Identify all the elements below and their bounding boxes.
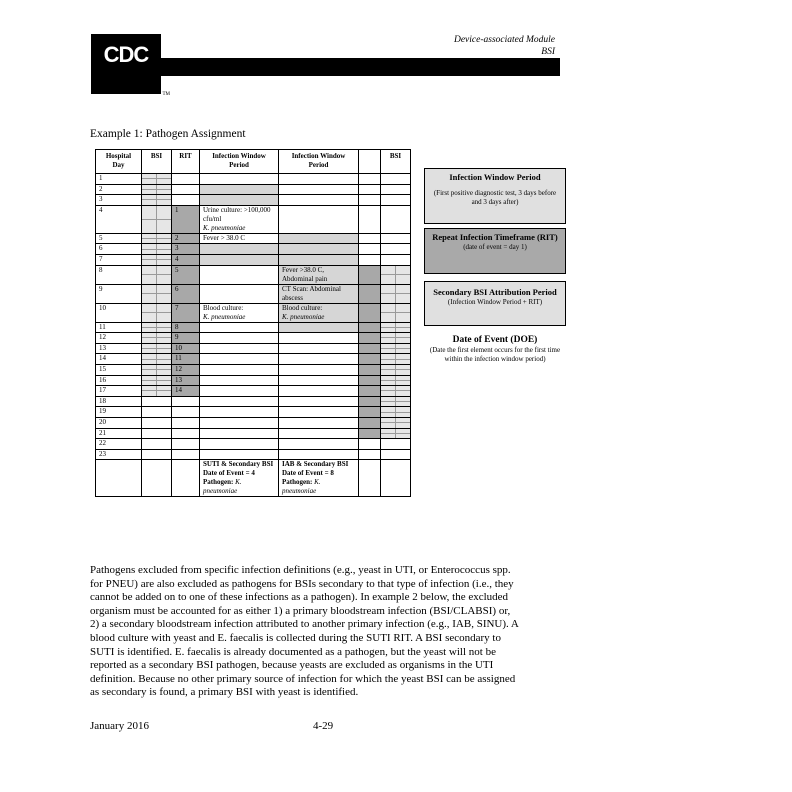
cell-bsi bbox=[142, 303, 172, 322]
cell-hospital-day-text: 10 bbox=[99, 303, 106, 312]
cell-rit bbox=[172, 205, 200, 233]
header-blank bbox=[359, 150, 381, 174]
cell-rit-text: 11 bbox=[175, 354, 182, 363]
cell-blank bbox=[359, 244, 381, 255]
cell-iwp-1 bbox=[200, 428, 279, 439]
cell-bsi-2 bbox=[381, 174, 411, 185]
cell-iwp-1 bbox=[200, 174, 279, 185]
cell-iwp-1 bbox=[200, 439, 279, 450]
cell-iwp-2-text: Blood culture: bbox=[282, 303, 323, 312]
cell-bsi-2 bbox=[381, 333, 411, 344]
table-row bbox=[96, 396, 411, 407]
legend-repeat-infection-timeframe bbox=[424, 228, 566, 274]
cell-iwp-1 bbox=[200, 284, 279, 303]
cell-blank bbox=[359, 303, 381, 322]
cell-bsi-2 bbox=[381, 386, 411, 397]
cell-hospital-day-text: 23 bbox=[99, 449, 106, 458]
legend-sbap-desc: (Infection Window Period + RIT) bbox=[447, 298, 543, 306]
table-row bbox=[96, 244, 411, 255]
cell-rit-text: 10 bbox=[175, 343, 182, 352]
cell-bsi bbox=[142, 254, 172, 265]
cell-bsi-2 bbox=[381, 205, 411, 233]
cell-hospital-day-text: 19 bbox=[99, 407, 106, 416]
cell-hospital-day-text: 1 bbox=[99, 174, 103, 182]
header-bar bbox=[161, 58, 560, 76]
cell-bsi-2 bbox=[381, 449, 411, 460]
cell-hospital-day bbox=[96, 233, 142, 244]
cell-rit bbox=[172, 174, 200, 185]
cell-bsi bbox=[142, 343, 172, 354]
cell-blank bbox=[359, 322, 381, 333]
cell-bsi bbox=[142, 184, 172, 195]
cell-bsi bbox=[142, 407, 172, 418]
cell-hospital-day bbox=[96, 386, 142, 397]
cell-rit bbox=[172, 322, 200, 333]
cell-bsi-2 bbox=[381, 233, 411, 244]
cell-bsi bbox=[142, 375, 172, 386]
table-row bbox=[96, 343, 411, 354]
cell-iwp-2 bbox=[279, 284, 359, 303]
header-bsi: BSI bbox=[142, 150, 172, 174]
cell-blank bbox=[359, 205, 381, 233]
summary-suti-organism: K. pneumoniae bbox=[203, 478, 242, 496]
cell-iwp-1-text: Fever > 38.0 C bbox=[203, 233, 246, 242]
cell-hospital-day bbox=[96, 354, 142, 365]
cell-hospital-day-text: 8 bbox=[99, 265, 103, 274]
cell-rit bbox=[172, 333, 200, 344]
cell-bsi bbox=[142, 449, 172, 460]
legend-doe-desc: (Date the first element occurs for the first time within the infection window period) bbox=[429, 346, 561, 363]
cell-bsi-2 bbox=[381, 354, 411, 365]
cell-blank bbox=[359, 375, 381, 386]
cell-rit bbox=[172, 343, 200, 354]
table-row bbox=[96, 354, 411, 365]
table-row bbox=[96, 407, 411, 418]
cell-iwp-2 bbox=[279, 303, 359, 322]
cell-blank bbox=[359, 174, 381, 185]
table-row bbox=[96, 386, 411, 397]
cell-bsi bbox=[142, 244, 172, 255]
cell-iwp-1-text: Urine culture: >100,000 cfu/ml bbox=[203, 205, 271, 223]
cell-hospital-day-text: 22 bbox=[99, 439, 106, 448]
cell-bsi-2 bbox=[381, 303, 411, 322]
cell-hospital-day bbox=[96, 284, 142, 303]
cell-iwp-2-text: Fever >38.0 C, Abdominal pain bbox=[282, 265, 328, 283]
summary-iab-organism: K. pneumoniae bbox=[282, 478, 321, 496]
cell-iwp-2 bbox=[279, 407, 359, 418]
table-row bbox=[96, 205, 411, 233]
header-rit: RIT bbox=[172, 150, 200, 174]
cell-hospital-day bbox=[96, 265, 142, 284]
cell-rit-text: 1 bbox=[175, 205, 179, 214]
pathogen-table bbox=[95, 149, 411, 497]
table-row bbox=[96, 322, 411, 333]
cell-blank bbox=[359, 195, 381, 206]
cell-bsi-2 bbox=[381, 284, 411, 303]
cell-rit bbox=[172, 449, 200, 460]
cell-rit bbox=[172, 303, 200, 322]
cell-rit bbox=[172, 265, 200, 284]
cell-hospital-day bbox=[96, 195, 142, 206]
cell-iwp-2 bbox=[279, 244, 359, 255]
cell-blank bbox=[359, 343, 381, 354]
cell-hospital-day bbox=[96, 396, 142, 407]
cell-rit bbox=[172, 364, 200, 375]
cell-iwp-2 bbox=[279, 233, 359, 244]
legend-sbap-title: Secondary BSI Attribution Period bbox=[433, 287, 557, 297]
cell-bsi-2 bbox=[381, 428, 411, 439]
table-row bbox=[96, 184, 411, 195]
table-row bbox=[96, 303, 411, 322]
header-iwp-2: Infection Window Period bbox=[279, 150, 359, 174]
cell-iwp-2 bbox=[279, 386, 359, 397]
cell-hospital-day-text: 2 bbox=[99, 184, 103, 193]
cell-bsi-2 bbox=[381, 417, 411, 428]
cell-hospital-day bbox=[96, 449, 142, 460]
cell-hospital-day bbox=[96, 428, 142, 439]
cell-rit-text: 8 bbox=[175, 322, 179, 331]
cell-blank bbox=[359, 333, 381, 344]
cell-iwp-1-organism: K. pneumoniae bbox=[203, 223, 246, 232]
cell-rit bbox=[172, 375, 200, 386]
cell-iwp-2 bbox=[279, 417, 359, 428]
cell-rit bbox=[172, 284, 200, 303]
cell-iwp-1 bbox=[200, 233, 279, 244]
table-row bbox=[96, 233, 411, 244]
cell-hospital-day bbox=[96, 174, 142, 185]
cell-iwp-2 bbox=[279, 205, 359, 233]
cell-blank bbox=[359, 284, 381, 303]
cell-blank bbox=[359, 428, 381, 439]
cell-rit bbox=[172, 244, 200, 255]
legend-infection-window-period bbox=[424, 168, 566, 224]
cell-iwp-1 bbox=[200, 354, 279, 365]
table-row bbox=[96, 333, 411, 344]
cell-blank bbox=[359, 407, 381, 418]
summary-suti-text: SUTI & Secondary BSI Date of Event = 4 Pathogen: bbox=[203, 460, 274, 487]
cell-hospital-day bbox=[96, 254, 142, 265]
cell-hospital-day-text: 21 bbox=[99, 428, 106, 437]
cell-hospital-day-text: 20 bbox=[99, 417, 106, 426]
cell-blank bbox=[359, 254, 381, 265]
cell-bsi bbox=[142, 417, 172, 428]
cell-rit bbox=[172, 396, 200, 407]
example-title: Example 1: Pathogen Assignment bbox=[90, 128, 246, 140]
table-row bbox=[96, 284, 411, 303]
table-row bbox=[96, 417, 411, 428]
cell-bsi bbox=[142, 265, 172, 284]
cell-iwp-1 bbox=[200, 195, 279, 206]
cell-bsi-2 bbox=[381, 364, 411, 375]
cell-rit bbox=[172, 417, 200, 428]
cell-bsi-2 bbox=[381, 407, 411, 418]
cdc-logo bbox=[91, 34, 170, 97]
cell-hospital-day bbox=[96, 407, 142, 418]
cell-iwp-1 bbox=[200, 396, 279, 407]
cell-hospital-day-text: 11 bbox=[99, 322, 106, 331]
summary-iab bbox=[279, 460, 359, 497]
cell-hospital-day-text: 12 bbox=[99, 333, 106, 342]
cell-iwp-1 bbox=[200, 449, 279, 460]
cell-iwp-1 bbox=[200, 333, 279, 344]
cell-iwp-1 bbox=[200, 244, 279, 255]
table-row bbox=[96, 265, 411, 284]
cell-bsi-2 bbox=[381, 265, 411, 284]
cell-rit-text: 6 bbox=[175, 284, 179, 293]
cell-bsi-2 bbox=[381, 375, 411, 386]
cell-bsi bbox=[142, 174, 172, 185]
cell-bsi-2 bbox=[381, 322, 411, 333]
cell-hospital-day-text: 6 bbox=[99, 244, 103, 253]
summary-suti bbox=[200, 460, 279, 497]
logo-trademark: TM bbox=[162, 92, 170, 97]
cell-iwp-2 bbox=[279, 254, 359, 265]
legend-iwp-desc: (First positive diagnostic test, 3 days before and 3 days after) bbox=[433, 189, 557, 206]
cell-iwp-2 bbox=[279, 174, 359, 185]
cell-iwp-1 bbox=[200, 364, 279, 375]
cell-bsi-2 bbox=[381, 343, 411, 354]
cell-empty bbox=[381, 460, 411, 497]
cell-rit bbox=[172, 428, 200, 439]
cell-bsi bbox=[142, 205, 172, 233]
cell-empty bbox=[142, 460, 172, 497]
table-row bbox=[96, 174, 411, 185]
cell-rit-text: 13 bbox=[175, 375, 182, 384]
cell-iwp-2 bbox=[279, 449, 359, 460]
cell-iwp-2-organism: K. pneumoniae bbox=[282, 312, 325, 321]
cell-rit-text: 2 bbox=[175, 233, 179, 242]
cell-blank bbox=[359, 233, 381, 244]
cell-empty bbox=[172, 460, 200, 497]
cell-rit-text: 3 bbox=[175, 244, 179, 253]
cell-iwp-1 bbox=[200, 407, 279, 418]
cell-iwp-1 bbox=[200, 343, 279, 354]
cell-iwp-1 bbox=[200, 303, 279, 322]
cell-bsi bbox=[142, 284, 172, 303]
cell-blank bbox=[359, 354, 381, 365]
cell-bsi bbox=[142, 333, 172, 344]
cell-bsi bbox=[142, 195, 172, 206]
cell-iwp-1 bbox=[200, 375, 279, 386]
table-row bbox=[96, 364, 411, 375]
header-iwp-1: Infection Window Period bbox=[200, 150, 279, 174]
cell-hospital-day-text: 15 bbox=[99, 364, 106, 373]
table-row bbox=[96, 375, 411, 386]
cell-bsi bbox=[142, 354, 172, 365]
cell-iwp-2 bbox=[279, 354, 359, 365]
cell-iwp-1 bbox=[200, 205, 279, 233]
cell-bsi bbox=[142, 428, 172, 439]
cell-rit-text: 14 bbox=[175, 386, 182, 395]
cell-rit bbox=[172, 407, 200, 418]
cell-bsi-2 bbox=[381, 244, 411, 255]
cell-blank bbox=[359, 364, 381, 375]
cell-iwp-2-text: CT Scan: Abdominal abscess bbox=[282, 284, 341, 302]
cell-iwp-1 bbox=[200, 265, 279, 284]
cell-hospital-day-text: 9 bbox=[99, 284, 103, 293]
legend-rit-desc: (date of event = day 1) bbox=[463, 243, 527, 251]
cell-bsi bbox=[142, 233, 172, 244]
cell-hospital-day-text: 3 bbox=[99, 195, 103, 204]
cell-hospital-day-text: 18 bbox=[99, 396, 106, 405]
cell-iwp-2 bbox=[279, 375, 359, 386]
module-line-1: Device-associated Module bbox=[453, 35, 555, 45]
cell-rit-text: 12 bbox=[175, 364, 182, 373]
cell-hospital-day bbox=[96, 205, 142, 233]
cell-iwp-1 bbox=[200, 184, 279, 195]
cell-rit-text: 4 bbox=[175, 254, 179, 263]
cell-hospital-day-text: 13 bbox=[99, 343, 106, 352]
cell-blank bbox=[359, 184, 381, 195]
cell-bsi-2 bbox=[381, 254, 411, 265]
cell-iwp-2 bbox=[279, 333, 359, 344]
cell-bsi bbox=[142, 322, 172, 333]
cell-bsi bbox=[142, 386, 172, 397]
cell-rit bbox=[172, 254, 200, 265]
cell-rit bbox=[172, 386, 200, 397]
cell-hospital-day bbox=[96, 343, 142, 354]
cell-iwp-2 bbox=[279, 364, 359, 375]
header-bsi-2: BSI bbox=[381, 150, 411, 174]
cell-rit bbox=[172, 354, 200, 365]
cell-hospital-day-text: 17 bbox=[99, 386, 106, 395]
module-line-2: BSI bbox=[541, 47, 555, 57]
table-summary-row bbox=[96, 460, 411, 497]
cell-hospital-day bbox=[96, 244, 142, 255]
cell-hospital-day bbox=[96, 333, 142, 344]
cell-bsi bbox=[142, 396, 172, 407]
cell-hospital-day-text: 5 bbox=[99, 233, 103, 242]
cell-rit-text: 9 bbox=[175, 333, 179, 342]
cell-iwp-1 bbox=[200, 322, 279, 333]
cell-iwp-2 bbox=[279, 396, 359, 407]
cell-hospital-day-text: 16 bbox=[99, 375, 106, 384]
cell-blank bbox=[359, 396, 381, 407]
cell-iwp-1 bbox=[200, 417, 279, 428]
cell-blank bbox=[359, 417, 381, 428]
cell-hospital-day bbox=[96, 303, 142, 322]
cell-rit-text: 5 bbox=[175, 265, 179, 274]
cell-iwp-1-text: Blood culture: bbox=[203, 303, 244, 312]
cell-hospital-day bbox=[96, 184, 142, 195]
cell-iwp-2 bbox=[279, 265, 359, 284]
cell-blank bbox=[359, 386, 381, 397]
summary-iab-text: IAB & Secondary BSI Date of Event = 8 Pathogen: bbox=[282, 460, 349, 487]
table-row bbox=[96, 439, 411, 450]
cell-hospital-day bbox=[96, 439, 142, 450]
cell-iwp-2 bbox=[279, 428, 359, 439]
cell-blank bbox=[359, 439, 381, 450]
cell-bsi-2 bbox=[381, 184, 411, 195]
table-row bbox=[96, 254, 411, 265]
cell-iwp-2 bbox=[279, 184, 359, 195]
cell-rit-text: 7 bbox=[175, 303, 179, 312]
cell-iwp-1 bbox=[200, 386, 279, 397]
legend-doe-title: Date of Event (DOE) bbox=[452, 335, 538, 345]
table-header-row bbox=[96, 150, 411, 174]
legend-secondary-bsi-attribution bbox=[424, 281, 566, 326]
cell-iwp-1 bbox=[200, 254, 279, 265]
cell-hospital-day-text: 14 bbox=[99, 354, 106, 363]
table-row bbox=[96, 428, 411, 439]
cell-empty bbox=[96, 460, 142, 497]
cell-iwp-1-organism: K. pneumoniae bbox=[203, 312, 246, 321]
footer-page-number: 4-29 bbox=[313, 720, 334, 732]
cell-blank bbox=[359, 449, 381, 460]
body-paragraph: Pathogens excluded from specific infection definitions (e.g., yeast in UTI, or Enterococcus spp. for PNEU) are also excluded as pathogens for BSIs secondary to that type of infection (i.e., they cannot be added on to one of these infections as a pathogen). In example 2 below, the excluded organism must be accounted for as either 1) a primary bloodstream infection (BSI/CLABSI) or, 2) a secondary bloodstream infection attributed to another primary infection (e.g., IAB, SINU). A blood culture with yeast and E. faecalis is collected during the SUTI RIT. A BSI secondary to SUTI is identified. E. faecalis is already documented as a pathogen, but the yeast will not be reported as a secondary BSI pathogen, because yeasts are excluded as organisms in the UTI definition. Because no other primary source of infection for which the yeast BSI can be assigned as secondary is found, a primary BSI with yeast is identified. bbox=[90, 564, 519, 699]
cell-hospital-day bbox=[96, 417, 142, 428]
cell-hospital-day bbox=[96, 375, 142, 386]
cell-rit bbox=[172, 233, 200, 244]
cell-bsi bbox=[142, 364, 172, 375]
cell-rit bbox=[172, 439, 200, 450]
cell-bsi-2 bbox=[381, 439, 411, 450]
cell-rit bbox=[172, 195, 200, 206]
logo-text: CDC bbox=[103, 42, 149, 67]
cell-hospital-day bbox=[96, 322, 142, 333]
cell-rit bbox=[172, 184, 200, 195]
cell-empty bbox=[359, 460, 381, 497]
legend-iwp-title: Infection Window Period bbox=[449, 172, 541, 182]
table-row bbox=[96, 449, 411, 460]
legend-date-of-event bbox=[424, 334, 566, 364]
cell-bsi bbox=[142, 439, 172, 450]
legend-rit-title: Repeat Infection Timeframe (RIT) bbox=[432, 232, 558, 242]
cell-blank bbox=[359, 265, 381, 284]
footer-date: January 2016 bbox=[90, 720, 149, 732]
cell-iwp-2 bbox=[279, 195, 359, 206]
cell-hospital-day bbox=[96, 364, 142, 375]
module-label bbox=[400, 34, 555, 58]
table-row bbox=[96, 195, 411, 206]
cell-iwp-2 bbox=[279, 322, 359, 333]
cell-iwp-2 bbox=[279, 343, 359, 354]
cell-bsi-2 bbox=[381, 396, 411, 407]
cell-iwp-2 bbox=[279, 439, 359, 450]
header-hospital-day: Hospital Day bbox=[96, 150, 142, 174]
cell-bsi-2 bbox=[381, 195, 411, 206]
cell-hospital-day-text: 7 bbox=[99, 254, 103, 263]
cell-hospital-day-text: 4 bbox=[99, 205, 103, 214]
